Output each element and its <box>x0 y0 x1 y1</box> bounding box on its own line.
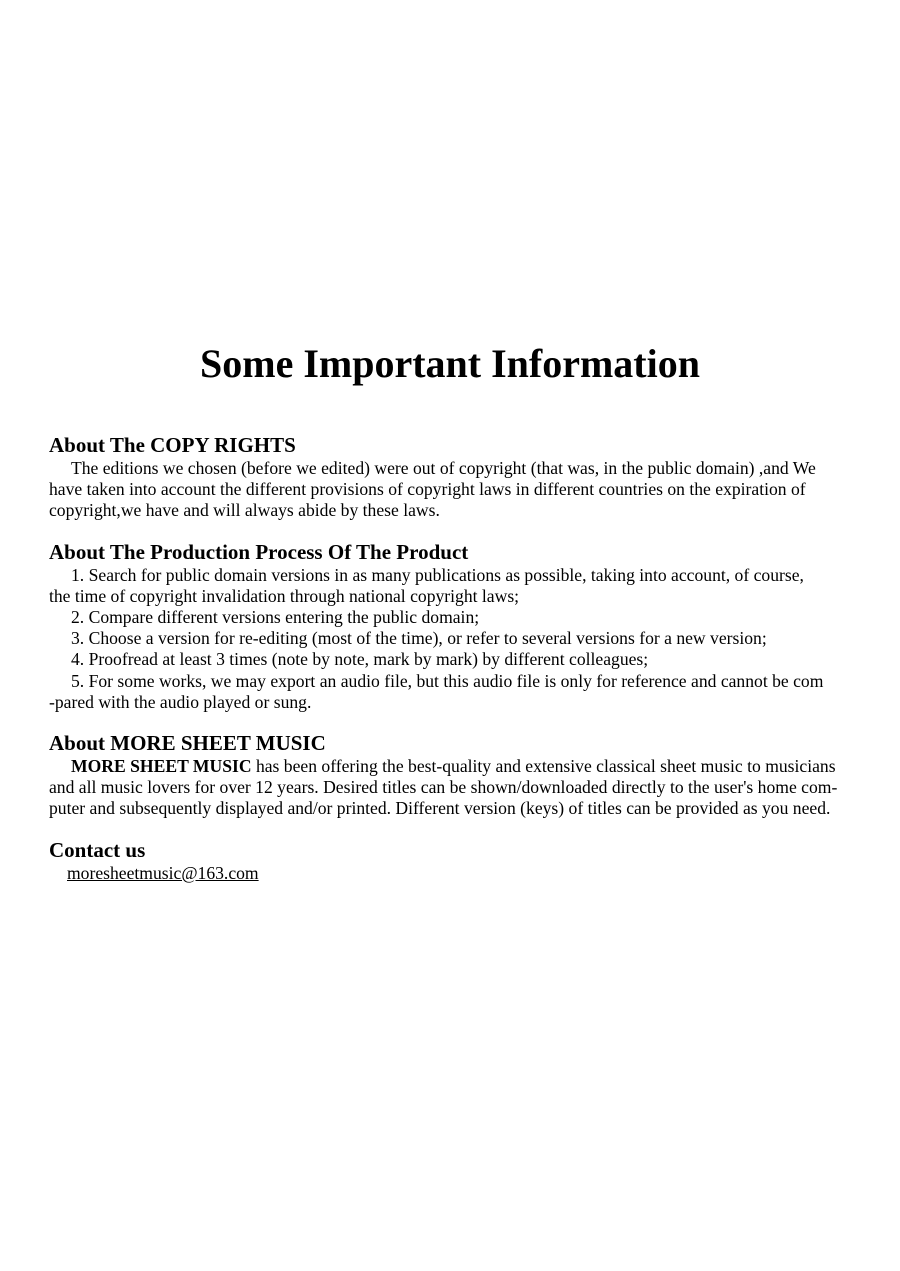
production-step-line: 5. For some works, we may export an audio file, but this audio file is only for reference and cannot be com <box>71 670 824 691</box>
production-step <box>49 649 865 670</box>
contact-section <box>49 837 865 884</box>
copyright-section <box>49 432 865 522</box>
production-step-line: -pared with the audio played or sung. <box>49 691 312 712</box>
about-line: puter and subsequently displayed and/or printed. Different version (keys) of titles can be provided as you need. <box>49 798 831 819</box>
production-heading: About The Production Process Of The Product <box>49 539 469 564</box>
production-step-line: 4. Proofread at least 3 times (note by note, mark by mark) by different colleagues; <box>71 649 649 670</box>
copyright-line: The editions we chosen (before we edited) were out of copyright (that was, in the public domain) ,and We <box>71 458 816 478</box>
production-section <box>49 539 865 713</box>
copyright-paragraph <box>49 458 865 522</box>
contact-heading: Contact us <box>49 837 146 862</box>
copyright-heading: About The COPY RIGHTS <box>49 433 296 457</box>
production-step-line: 3. Choose a version for re-editing (most of the time), or refer to several versions for a new version; <box>71 628 767 649</box>
about-paragraph <box>49 756 865 820</box>
copyright-line: have taken into account the different provisions of copyright laws in different countries on the expiration of <box>49 479 806 500</box>
about-line-text: has been offering the best-quality and extensive classical sheet music to musicians <box>251 756 836 777</box>
page-title: Some Important Information <box>200 341 700 386</box>
document-content <box>49 432 865 884</box>
contact-email-link[interactable]: moresheetmusic@163.com <box>67 862 259 883</box>
production-step-line: 1. Search for public domain versions in as many publications as possible, taking into account, of course, <box>71 564 804 585</box>
about-heading: About MORE SHEET MUSIC <box>49 731 326 756</box>
production-step-line: the time of copyright invalidation through national copyright laws; <box>49 585 520 606</box>
production-step <box>49 565 865 607</box>
production-step <box>49 628 865 649</box>
about-line: and all music lovers for over 12 years. Desired titles can be shown/downloaded directly to the user's home com- <box>49 777 838 798</box>
about-section <box>49 730 865 820</box>
production-step <box>49 607 865 628</box>
about-line <box>49 756 865 777</box>
copyright-line: copyright,we have and will always abide by these laws. <box>49 500 440 521</box>
production-step <box>49 671 865 713</box>
production-step-line: 2. Compare different versions entering the public domain; <box>71 607 480 628</box>
brand-name: MORE SHEET MUSIC <box>71 756 252 777</box>
